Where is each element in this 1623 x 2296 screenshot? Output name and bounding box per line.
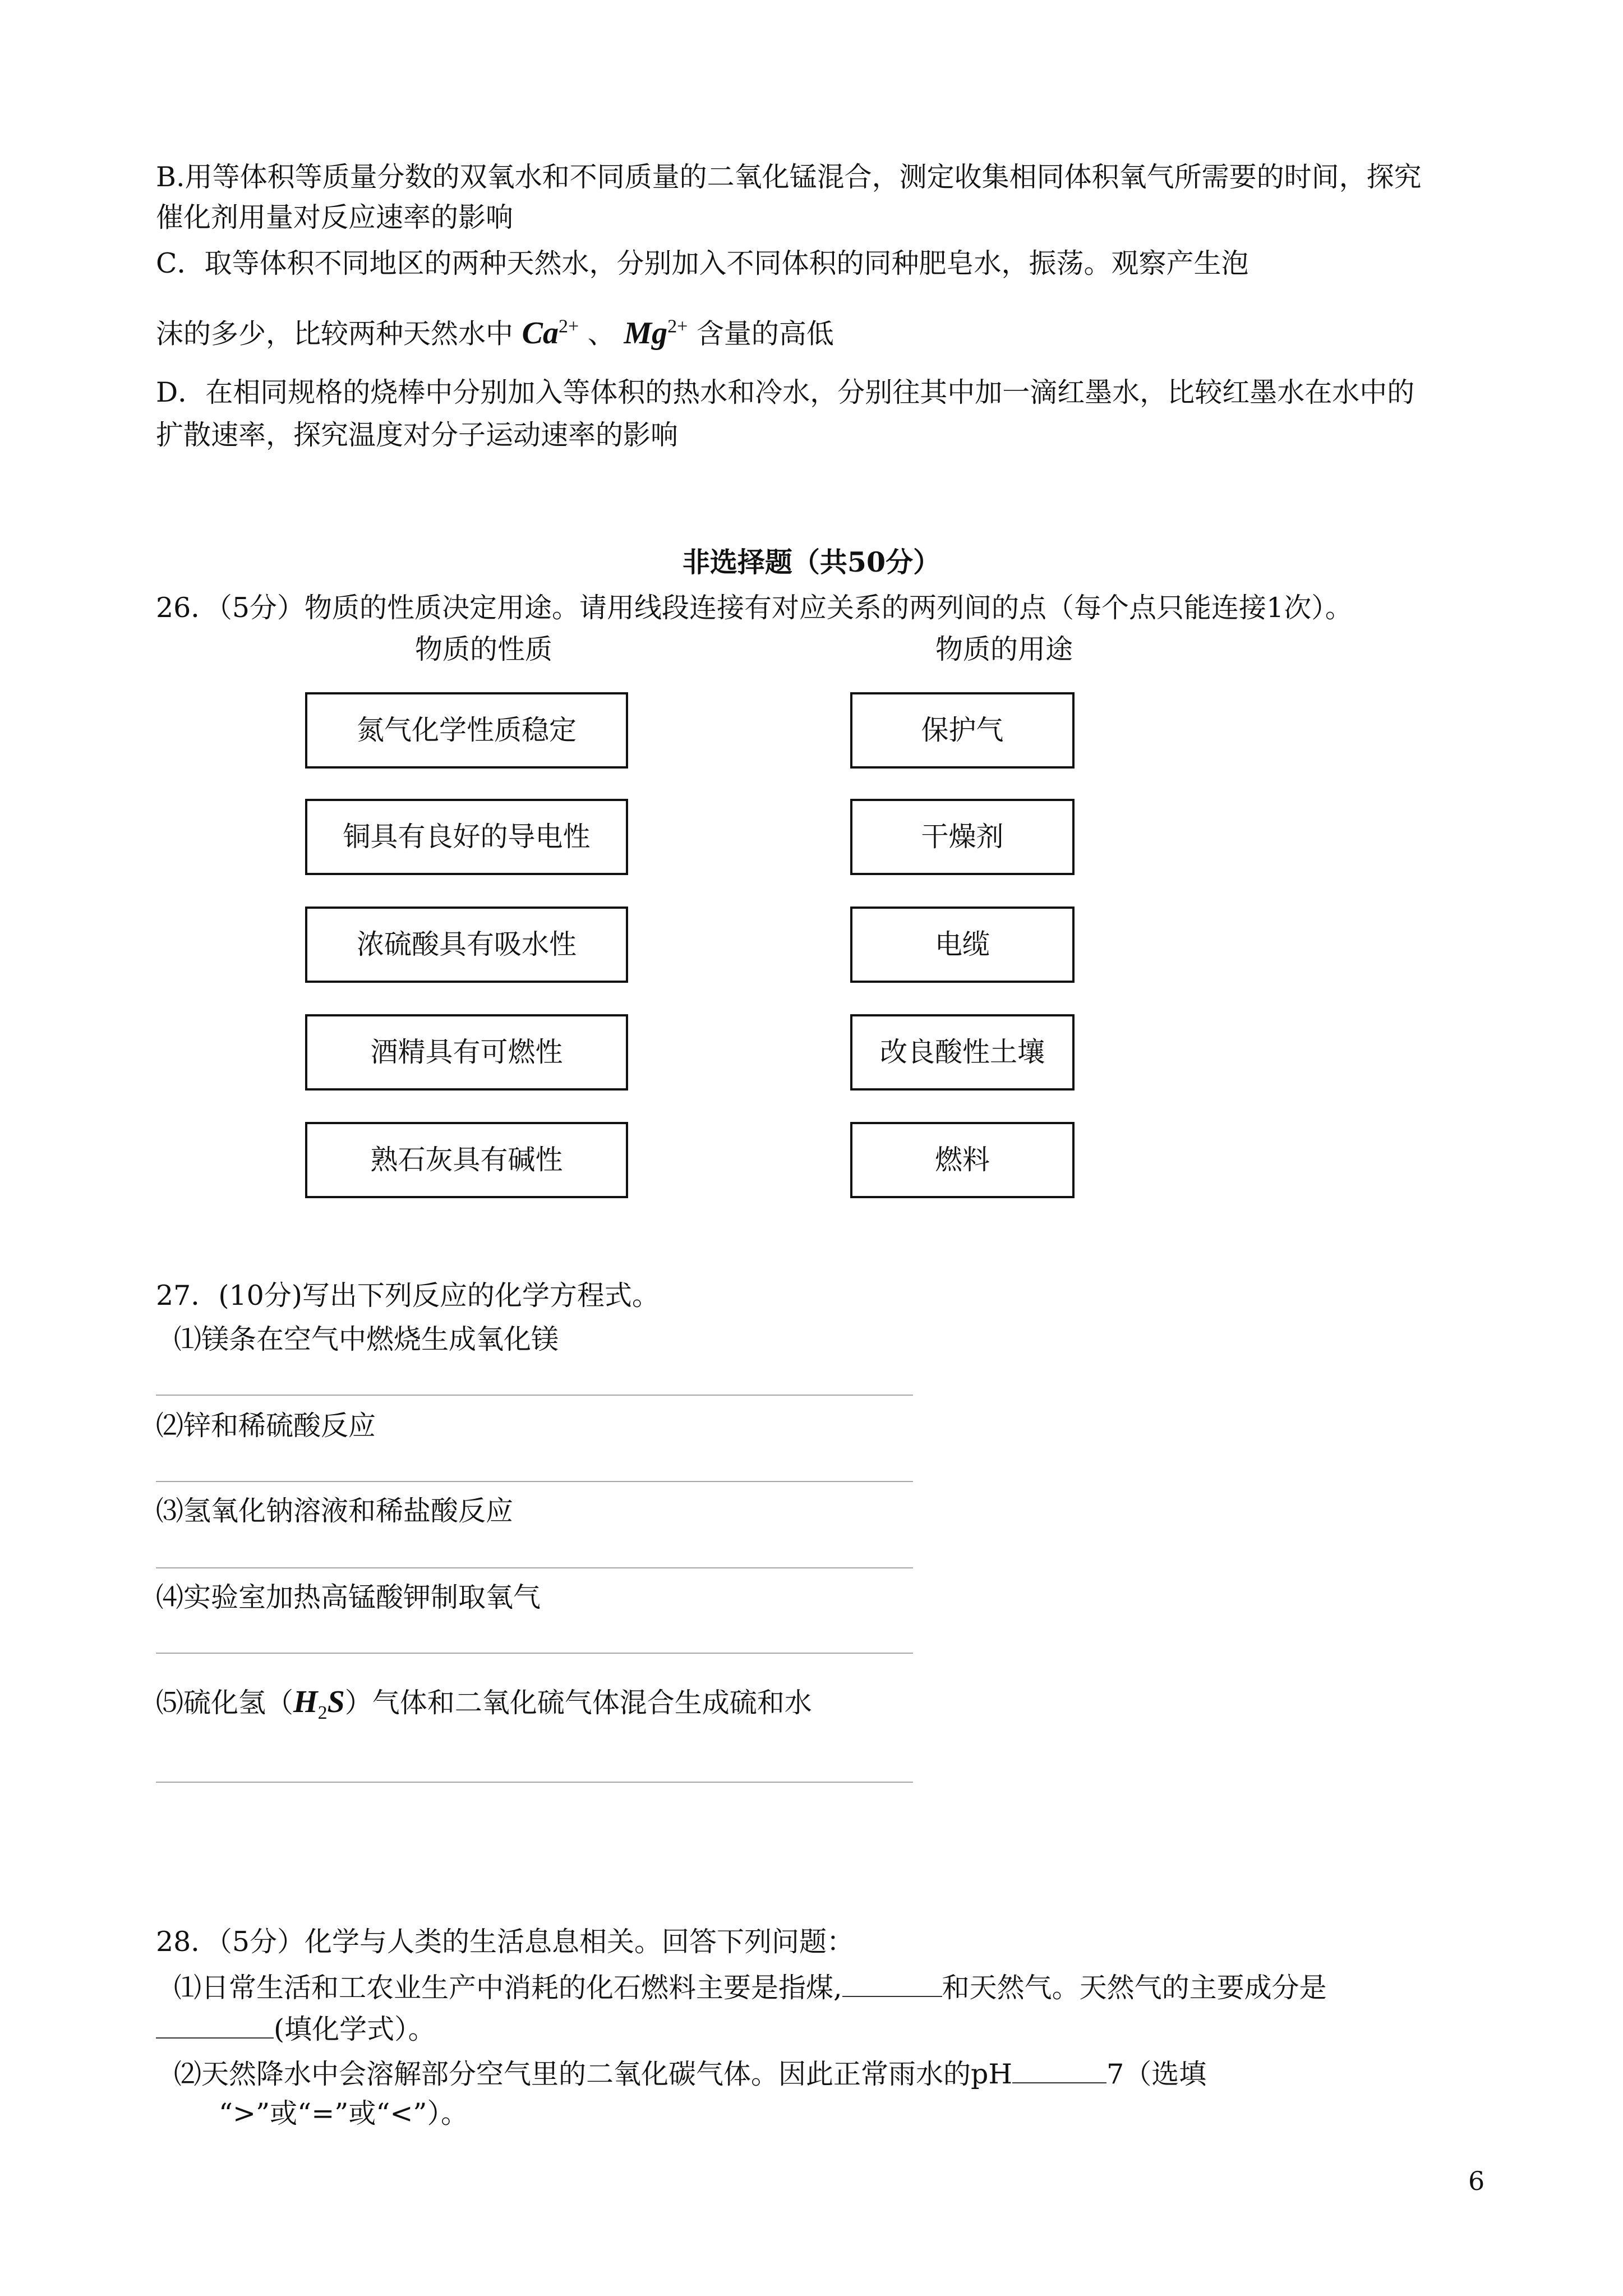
answer-line-2[interactable] <box>156 1481 913 1482</box>
option-d-line-2: 扩散速率，探究温度对分子运动速率的影响 <box>156 419 679 451</box>
magnesium-ion: $Mg^{2+}$ <box>624 315 688 351</box>
property-box-3[interactable]: 浓硫酸具有吸水性 <box>305 907 628 983</box>
calcium-ion: $Ca^{2+}$ <box>522 315 579 351</box>
left-column-header: 物质的性质 <box>415 633 553 665</box>
q28-stem: 28．（5分）化学与人类的生活息息相关。回答下列问题： <box>156 1926 855 1958</box>
section-title: 非选择题（共50分） <box>682 546 941 578</box>
right-column-header: 物质的用途 <box>935 633 1073 665</box>
option-c-line-1: C．取等体积不同地区的两种天然水，分别加入不同体积的同种肥皂水，振荡。观察产生泡 <box>156 247 1249 279</box>
option-c-line-2 <box>156 310 834 351</box>
property-box-2[interactable]: 铜具有良好的导电性 <box>305 799 628 875</box>
hydrogen-sulfide-formula: $H_2S$ <box>293 1685 345 1724</box>
q27-part-3: ⑶氢氧化钠溶液和稀盐酸反应 <box>156 1495 514 1527</box>
q27-part-4: ⑷实验室加热高锰酸钾制取氧气 <box>156 1581 541 1613</box>
use-box-5[interactable]: 燃料 <box>850 1122 1075 1198</box>
option-b-line-1: B.用等体积等质量分数的双氧水和不同质量的二氧化锰混合，测定收集相同体积氧气所需要的时间，探究 <box>156 161 1422 193</box>
page-number: 6 <box>1468 2166 1485 2196</box>
answer-line-1[interactable] <box>156 1395 913 1396</box>
fill-blank-2[interactable] <box>156 2010 274 2039</box>
option-b-line-2: 催化剂用量对反应速率的影响 <box>156 201 514 233</box>
property-box-1[interactable]: 氮气化学性质稳定 <box>305 692 628 769</box>
option-c-text-pre: 沫的多少，比较两种天然水中 <box>156 318 514 350</box>
q27-part-2: ⑵锌和稀硫酸反应 <box>156 1410 376 1442</box>
property-box-4[interactable]: 酒精具有可燃性 <box>305 1014 628 1091</box>
q27-part-5: ⑸硫化氢$(H_2S)$气体和二氧化硫气体混合生成硫和水 <box>156 1685 812 1724</box>
q27-part-1: ⑴镁条在空气中燃烧生成氧化镁 <box>174 1323 559 1355</box>
q28-part-2-line-1: ⑵天然降水中会溶解部分空气里的二氧化碳气体。因此正常雨水的pH 7（选填 <box>174 2055 1206 2091</box>
ion-separator: 、 <box>587 318 615 350</box>
property-box-5[interactable]: 熟石灰具有碱性 <box>305 1122 628 1198</box>
use-box-2[interactable]: 干燥剂 <box>850 799 1075 875</box>
option-d-line-1: D．在相同规格的烧棒中分别加入等体积的热水和冷水，分别往其中加一滴红墨水，比较红墨水在水中的 <box>156 376 1415 408</box>
option-c-text-post: 含量的高低 <box>696 318 834 350</box>
answer-line-4[interactable] <box>156 1653 913 1654</box>
use-box-1[interactable]: 保护气 <box>850 692 1075 769</box>
use-box-3[interactable]: 电缆 <box>850 907 1075 983</box>
answer-line-5[interactable] <box>156 1782 913 1783</box>
q28-part-1-line-1: ⑴日常生活和工农业生产中消耗的化石燃料主要是指煤, 和天然气。天然气的主要成分是 <box>174 1969 1327 2005</box>
fill-blank-1[interactable] <box>842 1969 942 1997</box>
q28-part-2-line-2: “>”或“=”或“<”）。 <box>219 2097 468 2129</box>
q26-stem: 26．（5分）物质的性质决定用途。请用线段连接有对应关系的两列间的点（每个点只能连接1次）。 <box>156 592 1353 624</box>
q27-stem: 27．(10分)写出下列反应的化学方程式。 <box>156 1280 660 1312</box>
answer-line-3[interactable] <box>156 1567 913 1568</box>
use-box-4[interactable]: 改良酸性土壤 <box>850 1014 1075 1091</box>
q28-part-1-line-2: (填化学式）。 <box>156 2010 436 2046</box>
fill-blank-3[interactable] <box>1012 2055 1106 2083</box>
